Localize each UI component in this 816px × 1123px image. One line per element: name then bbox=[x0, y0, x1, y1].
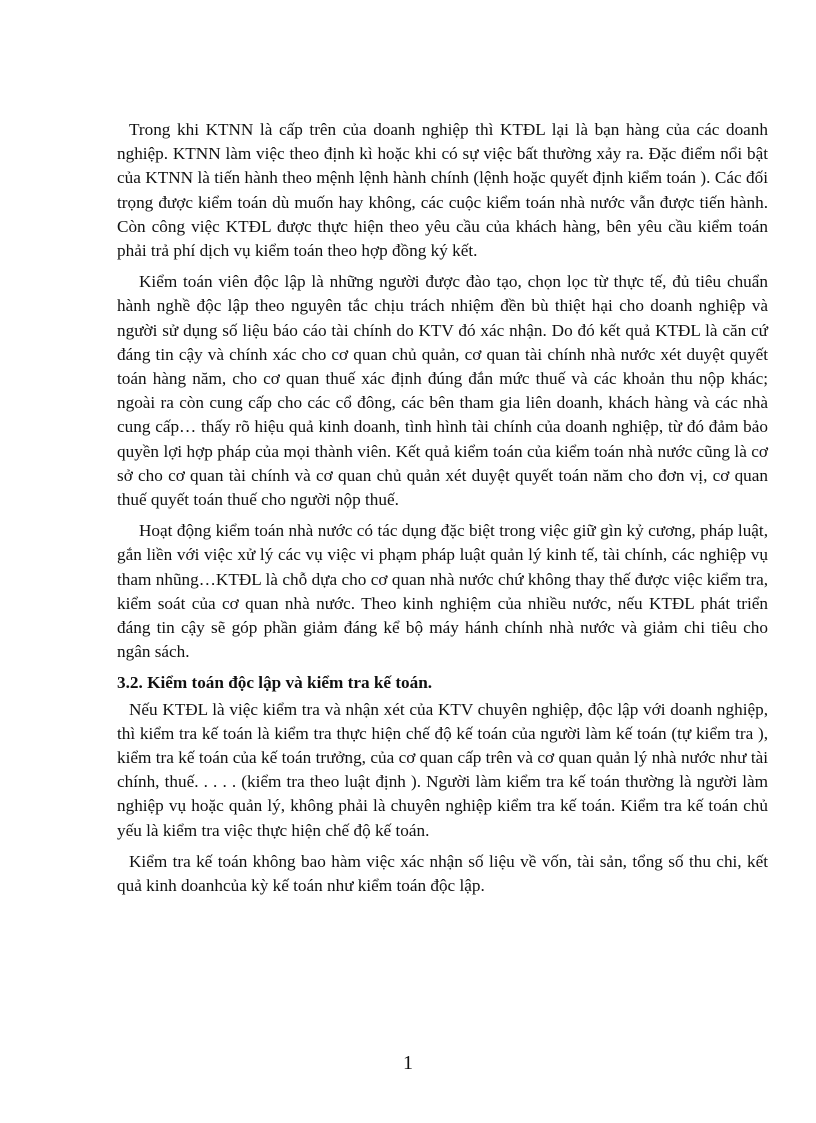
paragraph-khong-bao-ham: Kiểm tra kế toán không bao hàm việc xác nhận số liệu về vốn, tài sản, tổng số thu chi, kết quả kinh doanhcủa kỳ kế toán như kiểm toán độc lập. bbox=[117, 851, 768, 896]
paragraph-kiem-toan-vien: Kiểm toán viên độc lập là những người được đào tạo, chọn lọc từ thực tế, đủ tiêu chuẩn hành nghề độc lập theo nguyên tắc chịu trách nhiệm đền bù thiệt hại cho doanh nghiệp và người sử dụng số liệu báo cáo tài chính do KTV đó xác nhận. Do đó kết quả KTĐL là căn cứ đáng tin cậy và chính xác cho cơ quan chủ quản, cơ quan tài chính nhà nước xét duyệt quyết toán hàng năm, cho cơ quan thuế xác định đúng đắn mức thuế và các khoản thu nộp khác; ngoài ra còn cung cấp cho các cổ đông, các bên tham gia liên doanh, khách hàng và các nhà cung cấp… thấy rõ hiệu quả kinh doanh, tình hình tài chính của doanh nghiệp, từ đó đảm bảo quyền lợi hợp pháp của mọi thành viên. Kết quả kiểm toán của kiểm toán nhà nước cũng là cơ sở cho cơ quan tài chính và cơ quan chủ quản xét duyệt quyết toán năm cho đơn vị, cơ quan thuế quyết toán thuế cho người nộp thuế. bbox=[117, 272, 768, 510]
paragraph-hoat-dong-kiem-toan: Hoạt động kiểm toán nhà nước có tác dụng đặc biệt trong việc giữ gìn kỷ cương, pháp luật, gắn liền với việc xử lý các vụ việc vi phạm pháp luật quản lý kinh tế, tài chính, các nghiệp vụ tham nhũng…KTĐL là chỗ dựa cho cơ quan nhà nước chứ không thay thế được việc kiểm tra, kiểm soát của cơ quan nhà nước. Theo kinh nghiệm của nhiều nước, nếu KTĐL phát triển đáng tin cậy sẽ góp phần giảm đáng kể bộ máy hánh chính nhà nước và giảm chi tiêu cho ngân sách. bbox=[117, 521, 768, 662]
section-heading-3-2: 3.2. Kiểm toán độc lập và kiểm tra kế toán. bbox=[117, 673, 433, 693]
paragraph-kiem-tra-ke-toan: Nếu KTĐL là việc kiểm tra và nhận xét của KTV chuyên nghiệp, độc lập với doanh nghiệp, thì kiểm tra kế toán là kiểm tra thực hiện chế độ kế toán của người làm kế toán (tự kiểm tra ), kiểm tra kế toán của kế toán trưởng, của cơ quan cấp trên và cơ quan quản lý nhà nước như tài chính, thuế. . . . . (kiểm tra theo luật định ). Người làm kiểm tra kế toán thường là người làm nghiệp vụ hoặc quản lý, không phải là chuyên nghiệp kiểm tra kế toán. Kiểm tra kế toán chủ yếu là kiểm tra việc thực hiện chế độ kế toán. bbox=[117, 699, 768, 840]
document-page bbox=[117, 118, 768, 905]
paragraph-ktnn-vs-ktdl: Trong khi KTNN là cấp trên của doanh nghiệp thì KTĐL lại là bạn hàng của các doanh nghiệp. KTNN làm việc theo định kì hoặc khi có sự việc bất thường xảy ra. Đặc điểm nổi bật của KTNN là tiến hành theo mệnh lệnh hành chính (lệnh hoặc quyết định kiểm toán ). Các đối trọng được kiểm toán dù muốn hay không, các cuộc kiểm toán nhà nước vẫn được tiến hành. Còn công việc KTĐL được thực hiện theo yêu cầu của khách hàng, bên yêu cầu kiểm toán phải trả phí dịch vụ kiểm toán theo hợp đồng ký kết. bbox=[117, 120, 768, 261]
page-number: 1 bbox=[403, 1052, 413, 1074]
